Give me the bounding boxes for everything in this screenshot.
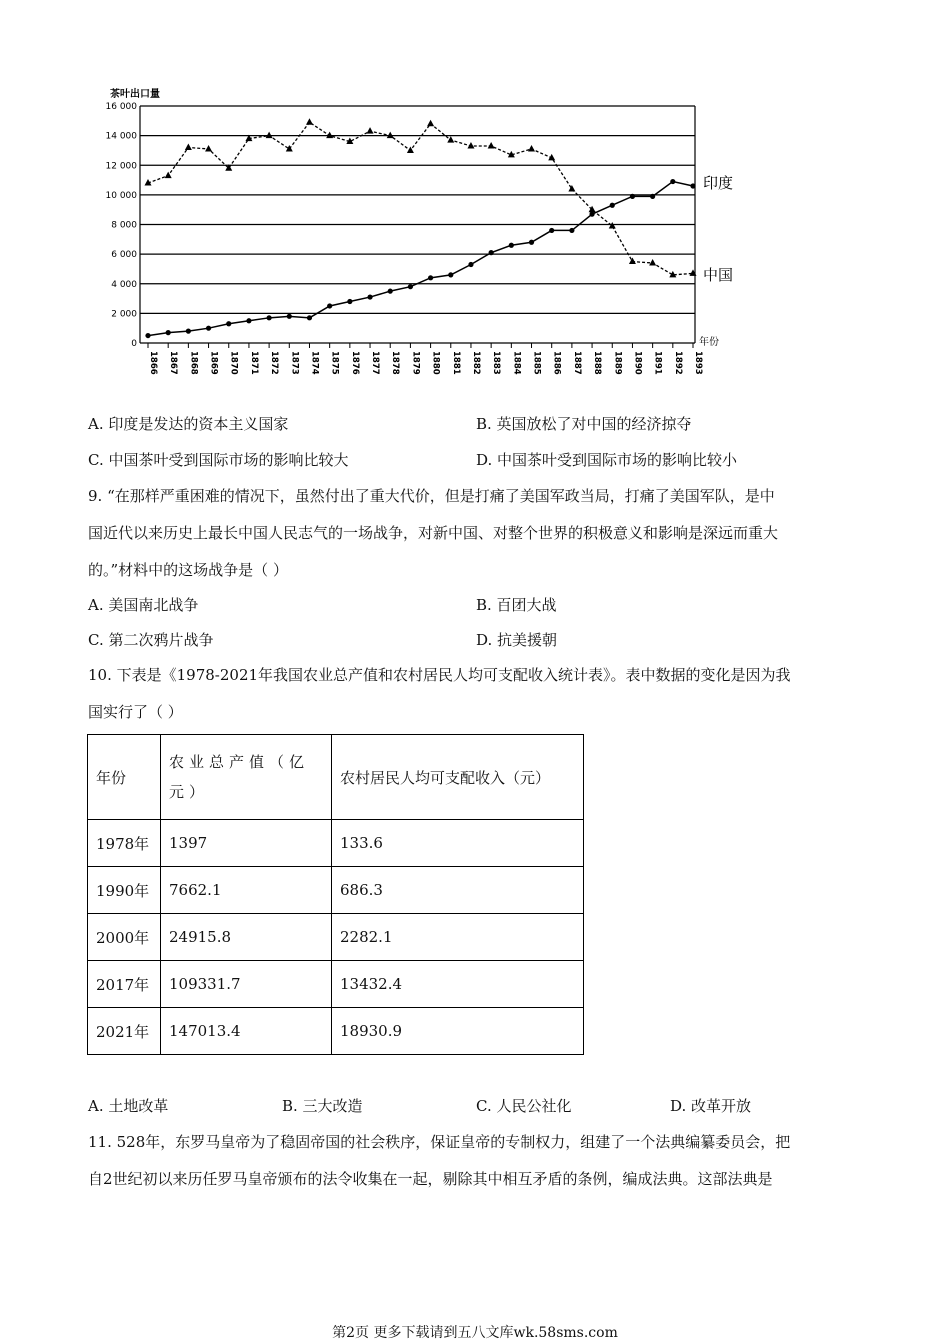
x-tick-label: 1891	[652, 351, 663, 375]
table-cell: 18930.9	[332, 1008, 584, 1055]
y-tick-label: 8 000	[111, 220, 137, 231]
q10-option-a[interactable]: A. 土地改革	[88, 1097, 169, 1115]
data-point-china	[287, 314, 292, 319]
x-tick-label: 1886	[551, 351, 562, 375]
y-tick-label: 4 000	[111, 279, 137, 290]
x-tick-label: 1879	[410, 351, 421, 375]
x-tick-label: 1884	[511, 351, 522, 375]
series-label-india: 印度	[703, 174, 734, 193]
data-point-china	[408, 284, 413, 289]
data-point-china	[589, 212, 594, 217]
q10-data-table	[87, 734, 584, 1055]
x-tick-label: 1871	[248, 351, 259, 375]
q10-option-c[interactable]: C. 人民公社化	[476, 1097, 572, 1115]
x-tick-label: 1875	[329, 351, 340, 375]
q9-stem-line-2: 国近代以来历史上最长中国人民志气的一场战争，对新中国、对整个世界的积极意义和影响是深远而重大	[88, 524, 779, 542]
data-point-china	[489, 250, 494, 255]
data-point-china	[428, 275, 433, 280]
data-point-china	[509, 243, 514, 248]
data-point-india	[427, 120, 434, 127]
y-tick-label: 12 000	[105, 161, 137, 172]
data-point-china	[246, 318, 251, 323]
data-point-india	[185, 143, 192, 150]
data-point-china	[226, 321, 231, 326]
table-cell: 1990年	[88, 867, 161, 914]
data-point-india	[609, 222, 616, 229]
q9-option-a[interactable]: A. 美国南北战争	[88, 596, 199, 614]
x-tick-label: 1868	[188, 351, 199, 375]
data-point-india	[367, 127, 374, 133]
table-header-cell: 农业总产值（亿元）	[161, 735, 332, 820]
data-point-india	[548, 154, 555, 161]
data-point-china	[388, 289, 393, 294]
x-tick-label: 1873	[289, 351, 300, 375]
x-tick-label: 1882	[470, 351, 481, 375]
q8-option-c[interactable]: C. 中国茶叶受到国际市场的影响比较大	[88, 451, 349, 469]
x-tick-label: 1885	[531, 351, 542, 375]
q9-option-c[interactable]: C. 第二次鸦片战争	[88, 631, 214, 649]
x-tick-label: 1880	[430, 351, 441, 375]
data-point-china	[569, 228, 574, 233]
x-tick-label: 1866	[148, 351, 158, 375]
data-point-china	[367, 294, 372, 299]
x-tick-label: 1877	[370, 351, 381, 375]
x-tick-label: 1890	[632, 351, 643, 375]
q10-stem-line-1: 10. 下表是《1978-2021年我国农业总产值和农村居民人均可支配收入统计表》。表中数据的变化是因为我	[88, 666, 791, 684]
x-tick-label: 1867	[168, 351, 179, 375]
x-tick-label: 1887	[571, 351, 582, 375]
data-point-india	[589, 206, 596, 213]
y-tick-label: 2 000	[111, 309, 137, 320]
table-cell: 133.6	[332, 820, 584, 867]
x-tick-label: 1876	[349, 351, 360, 375]
data-point-china	[670, 179, 675, 184]
data-point-india	[387, 132, 394, 139]
series-line-india	[148, 122, 693, 275]
x-tick-label: 1892	[672, 351, 683, 375]
tea-export-chart	[100, 82, 760, 382]
x-tick-label: 1883	[491, 351, 502, 375]
data-point-china	[468, 262, 473, 267]
table-row	[88, 961, 584, 1008]
table-header-cell: 农村居民人均可支配收入（元）	[332, 735, 584, 820]
q9-stem-line-3: 的。”材料中的这场战争是（ ）	[88, 561, 288, 579]
data-point-india	[266, 132, 273, 139]
data-point-china	[448, 272, 453, 277]
q11-stem-line-1: 11. 528年，东罗马皇帝为了稳固帝国的社会秩序，保证皇帝的专制权力，组建了一个法典编纂委员会，把	[88, 1133, 791, 1151]
table-row	[88, 1008, 584, 1055]
data-point-china	[549, 228, 554, 233]
data-point-china	[267, 315, 272, 320]
table-cell: 109331.7	[161, 961, 332, 1008]
x-tick-label: 1874	[309, 351, 320, 375]
q10-stem-line-2: 国实行了（ ）	[88, 703, 183, 721]
x-tick-label: 1878	[390, 351, 401, 375]
table-row	[88, 867, 584, 914]
data-point-india	[528, 145, 535, 152]
data-point-china	[690, 183, 695, 188]
data-point-china	[206, 326, 211, 331]
table-cell: 2017年	[88, 961, 161, 1008]
q10-option-d[interactable]: D. 改革开放	[670, 1097, 752, 1115]
x-tick-label: 1872	[269, 351, 280, 375]
table-cell: 7662.1	[161, 867, 332, 914]
q9-option-d[interactable]: D. 抗美援朝	[476, 631, 558, 649]
x-tick-label: 1889	[612, 351, 623, 375]
data-point-china	[166, 330, 171, 335]
q11-stem-line-2: 自2世纪初以来历任罗马皇帝颁布的法令收集在一起，剔除其中相互矛盾的条例，编成法典。这部法典是	[88, 1170, 773, 1188]
table-cell: 147013.4	[161, 1008, 332, 1055]
table-cell: 2000年	[88, 914, 161, 961]
x-tick-label: 1881	[450, 351, 461, 375]
x-tick-label: 1870	[228, 351, 239, 375]
data-point-india	[286, 145, 293, 152]
data-point-china	[327, 303, 332, 308]
data-point-china	[186, 329, 191, 334]
q8-option-a[interactable]: A. 印度是发达的资本主义国家	[88, 415, 289, 433]
series-label-china: 中国	[703, 265, 734, 284]
q8-option-d[interactable]: D. 中国茶叶受到国际市场的影响比较小	[476, 451, 738, 469]
q9-option-b[interactable]: B. 百团大战	[476, 596, 557, 614]
table-cell: 2282.1	[332, 914, 584, 961]
y-axis-label: 茶叶出口量	[110, 89, 160, 100]
data-point-india	[488, 142, 495, 149]
table-row	[88, 914, 584, 961]
y-tick-label: 6 000	[111, 250, 137, 261]
data-point-india	[205, 145, 212, 152]
q10-option-b[interactable]: B. 三大改造	[282, 1097, 363, 1115]
x-axis-label: 年份	[699, 337, 719, 348]
y-tick-label: 16 000	[105, 102, 137, 112]
table-row	[88, 820, 584, 867]
data-point-china	[347, 299, 352, 304]
data-point-india	[447, 136, 454, 143]
table-header-row	[88, 735, 584, 820]
page-footer: 第2页 更多下载请到五八文库wk.58sms.com	[332, 1325, 618, 1341]
q8-option-b[interactable]: B. 英国放松了对中国的经济掠夺	[476, 415, 692, 433]
x-tick-label: 1869	[208, 351, 219, 375]
table-cell: 13432.4	[332, 961, 584, 1008]
data-point-china	[610, 203, 615, 208]
y-tick-label: 0	[131, 339, 137, 349]
q9-stem-line-1: 9. “在那样严重困难的情况下，虽然付出了重大代价，但是打痛了美国军政当局，打痛了美国军队，是中	[88, 487, 775, 505]
data-point-china	[529, 240, 534, 245]
table-cell: 2021年	[88, 1008, 161, 1055]
data-point-india	[326, 132, 333, 139]
y-tick-label: 14 000	[105, 131, 137, 142]
data-point-china	[307, 315, 312, 320]
data-point-china	[650, 194, 655, 199]
table-cell: 24915.8	[161, 914, 332, 961]
data-point-india	[467, 142, 474, 149]
data-point-china	[630, 194, 635, 199]
data-point-india	[306, 118, 313, 125]
data-point-india	[649, 259, 656, 266]
table-header-cell: 年份	[88, 735, 161, 820]
x-tick-label: 1888	[592, 351, 603, 375]
y-tick-label: 10 000	[105, 190, 137, 201]
table-cell: 686.3	[332, 867, 584, 914]
x-tick-label: 1893	[693, 351, 703, 375]
table-cell: 1397	[161, 820, 332, 867]
data-point-china	[145, 333, 150, 338]
table-cell: 1978年	[88, 820, 161, 867]
